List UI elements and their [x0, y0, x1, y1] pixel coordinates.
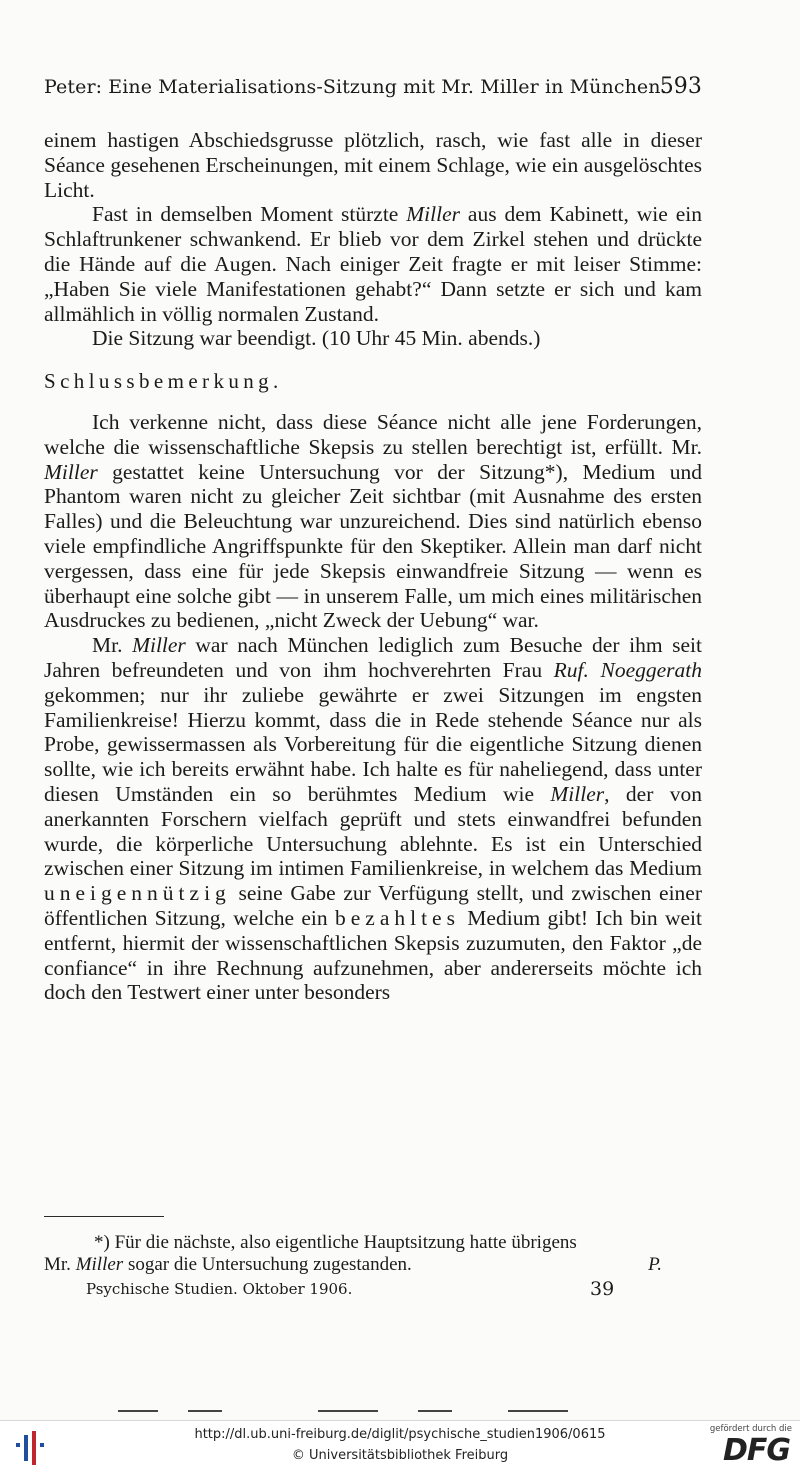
paragraph	[44, 202, 702, 326]
journal-signature-line: Psychische Studien. Oktober 1906.	[86, 1280, 353, 1298]
paragraph-text: gekommen; nur ihr zuliebe gewährte er zwei Sitzungen im engsten Familienkreise! Hierzu kommt, dass die in Rede stehende Séance nur als Probe, gewissermassen als Vorbereitung für die eigentliche Sitzung dienen sollte, wie ich bereits erwähnt habe. Ich halte es für naheliegend, dass unter diesen Umständen ein so berühmtes Medium wie	[44, 682, 702, 806]
paragraph-text: Die Sitzung war beendigt. (10 Uhr 45 Min. abends.)	[92, 326, 541, 351]
person-name: Miller	[75, 1254, 124, 1275]
library-footer	[0, 1420, 800, 1473]
article-body	[44, 128, 702, 1005]
footnote-line	[44, 1254, 704, 1276]
header-title: Peter: Eine Materialisations-Sitzung mit Mr. Miller in München.	[44, 76, 667, 98]
paragraph	[44, 633, 702, 1005]
dfg-caption: gefördert durch die	[709, 1424, 792, 1434]
footnote	[44, 1232, 704, 1276]
person-name: Miller	[550, 781, 605, 806]
paragraph-text: gestattet keine Untersuchung vor der Sitzung*), Medium und Phantom waren nicht zu gleicher Zeit sichtbar (mit Ausnahme des ersten Falles) und die Beleuchtung war unzureichend. Dies sind natürlich ebenso viele empfindliche Angriffspunkte für den Skeptiker. Allein man darf nicht vergessen, dass eine für jede Skepsis einwandfreie Sitzung — wenn es überhaupt eine solche gibt — in unserem Falle, um mich eines militärischen Ausdruckes zu bedienen, „nicht Zweck der Uebung“ war.	[44, 459, 702, 633]
footnote-line: *) Für die nächste, also eigentliche Hauptsitzung hatte übrigens	[94, 1232, 577, 1253]
person-name: Miller	[44, 459, 98, 484]
paragraph-text: Mr.	[92, 633, 133, 658]
emphasis-spaced: uneigennützig	[44, 881, 231, 906]
person-name: Miller	[406, 202, 461, 227]
paragraph	[44, 326, 702, 351]
permalink[interactable]: http://dl.ub.uni-freiburg.de/diglit/psychische_studien1906/0615	[194, 1427, 606, 1442]
paragraph-text: Ich verkenne nicht, dass diese Séance nicht alle jene Forderungen, welche die wissenschaftliche Skepsis zu stellen berechtigt ist, erfüllt. Mr.	[44, 409, 702, 459]
copyright-notice: © Universitätsbibliothek Freiburg	[291, 1448, 509, 1463]
person-name: Miller	[132, 633, 186, 658]
paragraph-text: seine Gabe zur Verfügung stellt, und zwischen einer öffentlichen Sitzung, welche ein	[44, 881, 702, 930]
person-name: Ruf. Noeggerath	[553, 657, 702, 682]
footnote-text: sogar die Untersuchung zugestanden.	[123, 1254, 412, 1275]
sheet-signature-number: 39	[590, 1278, 615, 1300]
emphasis-spaced: bezahltes	[334, 905, 460, 930]
page-number: 593	[659, 74, 702, 99]
paragraph	[44, 128, 702, 202]
paragraph-text: Fast in demselben Moment stürzte	[92, 202, 407, 227]
footnote-text: Mr.	[44, 1254, 76, 1275]
dfg-logo: DFG	[722, 1433, 790, 1468]
paragraph-text: einem hastigen Abschiedsgrusse plötzlich, rasch, wie fast alle in dieser Séance gesehenen Erscheinungen, mit einem Schlage, wie ein ausgelöschtes Licht.	[44, 128, 702, 202]
paragraph-text: Medium gibt! Ich bin weit entfernt, hiermit der wissenschaftlichen Skepsis zuzumuten, den Faktor „de confiance“ in ihre Rechnung aufzunehmen, aber andererseits möchte ich doch den Testwert einer unter besonders	[44, 905, 702, 1005]
section-heading: Schlussbemerkung.	[44, 369, 283, 394]
paragraph-text: aus dem Kabinett, wie ein Schlaftrunkener schwankend. Er blieb vor dem Zirkel stehen und drückte die Hände auf die Augen. Nach einiger Zeit fragte er mit leiser Stimme: „Haben Sie viele Manifestationen gehabt?“ Dann setzte er sich und kam allmählich in völlig normalen Zustand.	[44, 202, 702, 326]
paragraph	[44, 410, 702, 633]
paragraph-text: war nach München lediglich zum Besuche der ihm seit Jahren befreundeten und von ihm hochverehrten Frau	[44, 633, 702, 682]
paragraph-text: , der von anerkannten Forschern vielfach geprüft und stets einwandfrei befunden wurde, die körperliche Untersuchung ablehnte. Es ist ein Unterschied zwischen einer Sitzung im intimen Familienkreise, in welchem das Medium	[44, 781, 702, 881]
footnote-rule	[44, 1216, 164, 1217]
footnote-signature: P.	[648, 1254, 662, 1275]
scan-edge-marks	[118, 1410, 578, 1412]
